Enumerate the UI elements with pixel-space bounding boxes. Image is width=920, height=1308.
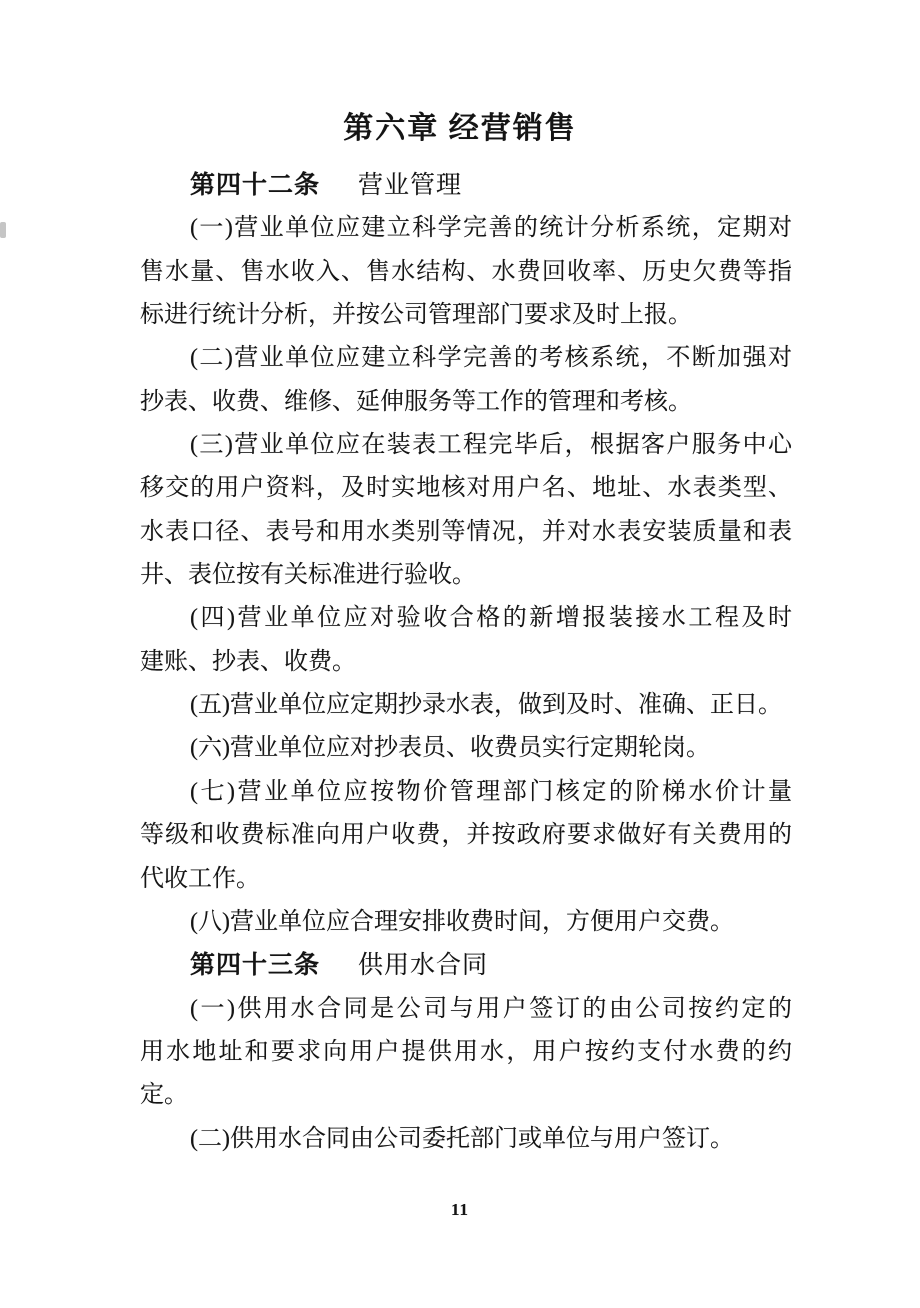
text-line: (二)供用水合同由公司委托部门或单位与用户签订。 (190, 1125, 734, 1152)
text-line: (四)营业单位应对验收合格的新增报装接水工程及时 (190, 605, 792, 632)
text-line: (二)营业单位应建立科学完善的考核系统，不断加强对 (190, 345, 792, 372)
article-title: 供用水合同 (358, 952, 489, 980)
document-body (140, 164, 792, 1161)
text-line: 等级和收费标准向用户收费，并按政府要求做好有关费用的 (140, 822, 792, 849)
text-line: (一)营业单位应建立科学完善的统计分析系统，定期对 (190, 215, 792, 242)
text-line: (八)营业单位应合理安排收费时间，方便用户交费。 (190, 908, 734, 935)
page-number: 11 (450, 1200, 470, 1219)
text-line: (七)营业单位应按物价管理部门核定的阶梯水价计量 (190, 778, 792, 805)
article-title: 营业管理 (358, 172, 463, 199)
text-line: 标进行统计分析，并按公司管理部门要求及时上报。 (140, 302, 692, 329)
article-heading-42 (140, 164, 792, 207)
article-number: 第四十二条 (190, 172, 321, 199)
scan-artifact (0, 222, 6, 238)
text-line: (五)营业单位应定期抄录水表，做到及时、准确、正日。 (190, 692, 782, 719)
article-number: 第四十三条 (190, 952, 321, 980)
text-line: 移交的用户资料，及时实地核对用户名、地址、水表类型、 (140, 475, 792, 502)
text-line: 井、表位按有关标准进行验收。 (140, 562, 476, 589)
text-line: 用水地址和要求向用户提供用水，用户按约支付水费的约 (140, 1038, 792, 1065)
chapter-title: 第六章 经营销售 (343, 112, 577, 145)
text-line: 抄表、收费、维修、延伸服务等工作的管理和考核。 (140, 388, 692, 415)
text-line: 定。 (140, 1082, 188, 1109)
article-heading-43 (140, 944, 792, 987)
text-line: (三)营业单位应在装表工程完毕后，根据客户服务中心 (190, 432, 792, 459)
text-line: 建账、抄表、收费。 (140, 648, 356, 675)
text-line: (一)供用水合同是公司与用户签订的由公司按约定的 (190, 995, 792, 1022)
text-line: 售水量、售水收入、售水结构、水费回收率、历史欠费等指 (140, 258, 792, 285)
text-line: (六)营业单位应对抄表员、收费员实行定期轮岗。 (190, 735, 710, 762)
text-line: 代收工作。 (140, 865, 260, 892)
text-line: 水表口径、表号和用水类别等情况，并对水表安装质量和表 (140, 518, 792, 545)
